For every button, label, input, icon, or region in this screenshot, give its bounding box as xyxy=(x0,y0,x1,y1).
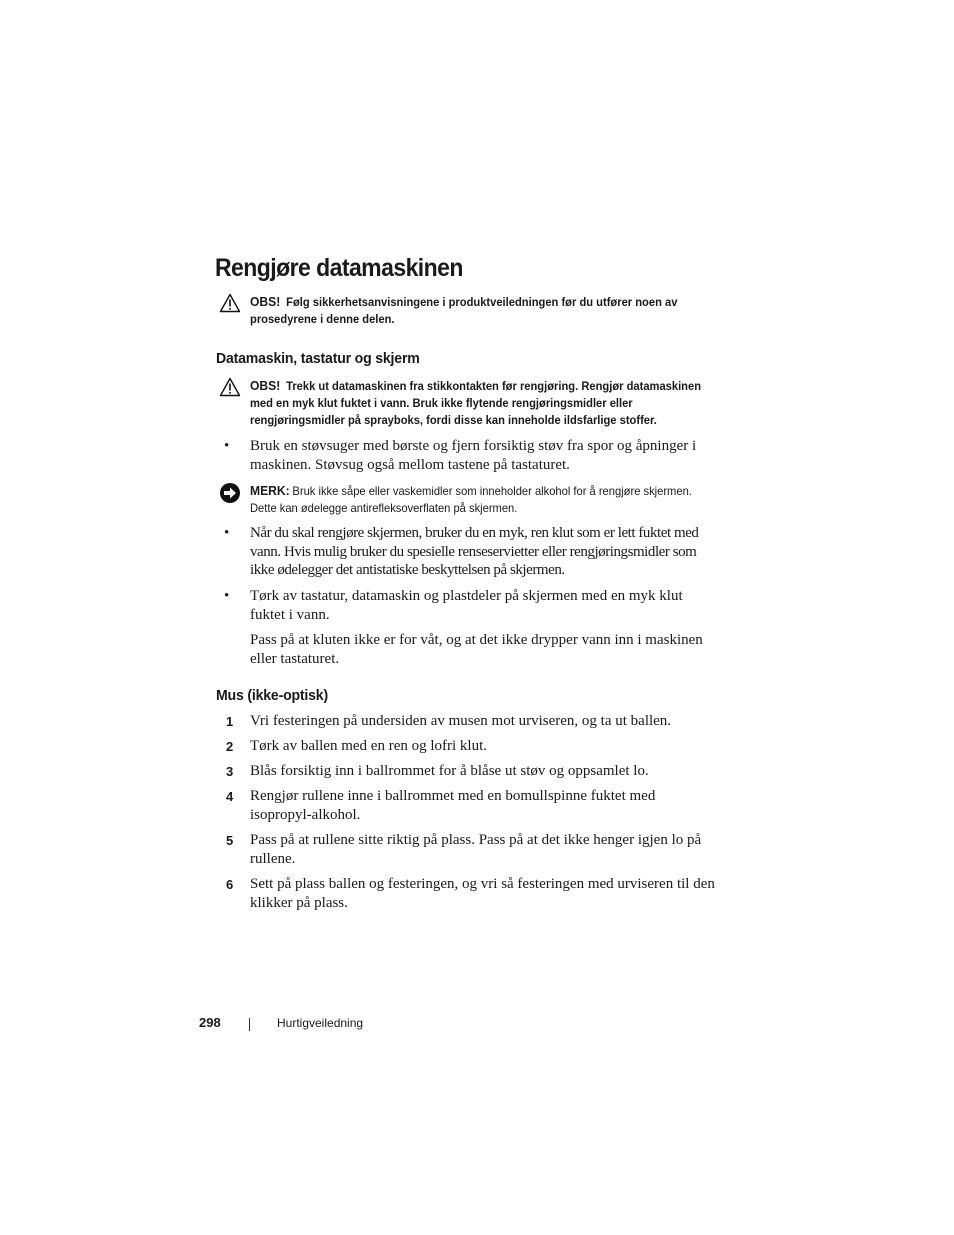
numbered-step xyxy=(224,875,719,912)
note-text: Bruk ikke såpe eller vaskemidler som inneholder alkohol for å rengjøre skjermen. Dette kan ødelegge antirefleksoverflaten på skjermen. xyxy=(250,484,692,515)
arrow-right-circle-icon xyxy=(219,482,241,504)
footer-doc-title: Hurtigveiledning xyxy=(277,1016,364,1030)
step-text: Sett på plass ballen og festeringen, og vri så festeringen med urviseren til den klikker på plass. xyxy=(250,876,715,911)
numbered-step xyxy=(224,787,719,824)
warning-triangle-icon xyxy=(219,377,241,397)
caution-notice-2 xyxy=(219,377,719,429)
step-text: Pass på at rullene sitte riktig på plass. Pass på at det ikke henger igjen lo på rullene. xyxy=(250,832,702,867)
page-number: 298 xyxy=(199,1015,221,1030)
step-number: 1 xyxy=(226,714,234,729)
step-number: 6 xyxy=(226,877,234,892)
step-text: Blås forsiktig inn i ballrommet for å blåse ut støv og oppsamlet lo. xyxy=(250,763,649,779)
caution-text: Trekk ut datamaskinen fra stikkontakten før rengjøring. Rengjør datamaskinen med en myk klut fuktet i vann. Bruk ikke flytende rengjøringsmidler eller rengjøringsmidler på sprayboks, fordi disse kan inneholde ildsfarlige stoffer. xyxy=(250,379,702,427)
step-number: 4 xyxy=(226,789,234,804)
step-number: 5 xyxy=(226,833,234,848)
step-text: Vri festeringen på undersiden av musen mot urviseren, og ta ut ballen. xyxy=(250,713,672,729)
caution-notice-1 xyxy=(219,293,719,328)
list-item xyxy=(224,437,719,474)
note-label: MERK: xyxy=(250,483,290,498)
list-item-text: Når du skal rengjøre skjermen, bruker du en myk, ren klut som er lett fuktet med vann. Hvis mulig bruker du spesielle renseservietter eller rengjøringsmidler som ikke ødelegger det antistatiske beskyttelsen på skjermen. xyxy=(250,525,699,578)
numbered-step xyxy=(224,737,719,756)
page-title: Rengjøre datamaskinen xyxy=(215,254,463,282)
list-item-paragraph: Pass på at kluten ikke er for våt, og at det ikke drypper vann inn i maskinen eller tastaturet. xyxy=(250,632,703,667)
section-heading-computer-keyboard-screen: Datamaskin, tastatur og skjerm xyxy=(216,350,420,367)
caution-text: Følg sikkerhetsanvisningene i produktveiledningen før du utfører noen av prosedyrene i denne delen. xyxy=(250,295,678,326)
list-item xyxy=(224,524,719,580)
step-text: Tørk av ballen med en ren og lofri klut. xyxy=(250,738,488,754)
bullet-marker: • xyxy=(224,438,230,454)
note-notice xyxy=(219,482,719,517)
numbered-step xyxy=(224,831,719,868)
numbered-step xyxy=(224,762,719,781)
section-heading-mouse: Mus (ikke-optisk) xyxy=(216,687,328,704)
caution-label: OBS! xyxy=(250,378,281,393)
list-item-text: Bruk en støvsuger med børste og fjern forsiktig støv fra spor og åpninger i maskinen. Støvsug også mellom tastene på tastaturet. xyxy=(250,438,697,473)
list-item-text: Tørk av tastatur, datamaskin og plastdeler på skjermen med en myk klut fuktet i vann. xyxy=(250,588,683,623)
bullet-marker: • xyxy=(224,588,230,604)
bullet-marker: • xyxy=(224,525,229,541)
list-item xyxy=(224,587,719,624)
step-number: 3 xyxy=(226,764,234,779)
step-number: 2 xyxy=(226,739,234,754)
step-text: Rengjør rullene inne i ballrommet med en bomullspinne fuktet med isopropyl-alkohol. xyxy=(250,788,656,823)
numbered-step xyxy=(224,712,719,731)
warning-triangle-icon xyxy=(219,293,241,313)
footer-divider xyxy=(249,1018,250,1031)
caution-label: OBS! xyxy=(250,294,281,309)
